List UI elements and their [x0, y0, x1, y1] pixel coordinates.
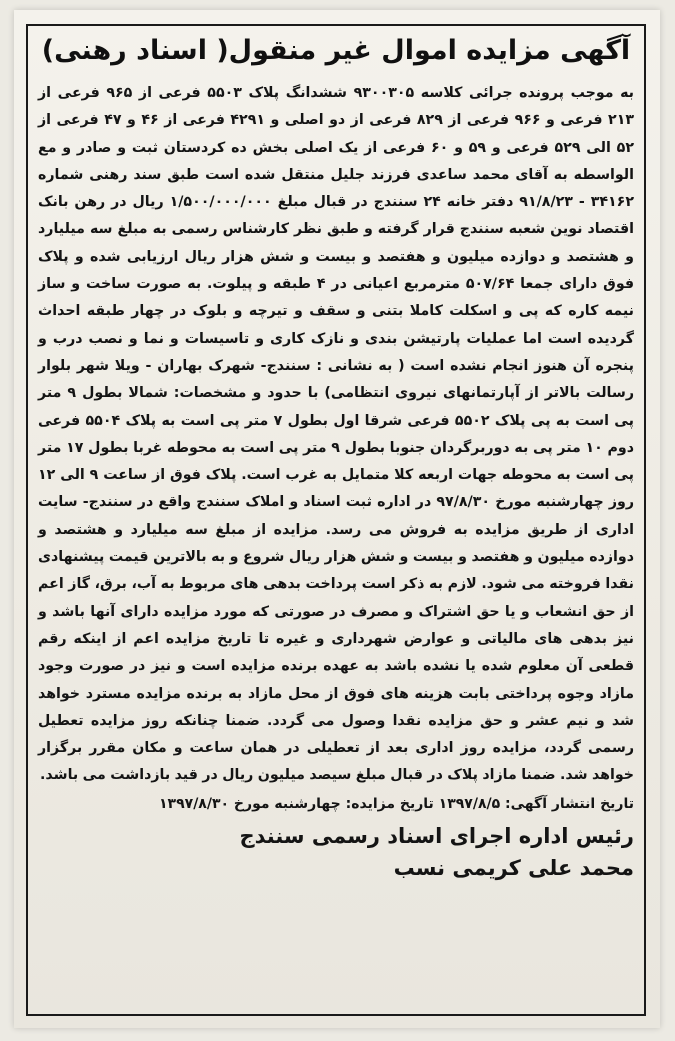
signer-title: رئیس اداره اجرای اسناد رسمی سنندج: [239, 823, 634, 848]
newspaper-clipping: [14, 10, 660, 1028]
notice-frame: [26, 24, 646, 1016]
notice-body: به موجب پرونده جرائی کلاسه ۹۳۰۰۳۰۵ ششدانگ پلاک ۵۵۰۳ فرعی از ۹۶۵ فرعی از ۲۱۳ فرعی و ۹۶۶ فرعی از ۸۲۹ فرعی از دو اصلی و ۴۲۹۱ فرعی از ۴۶ و ۴۷ فرعی از ۵۲ الی ۵۲۹ فرعی و ۵۹ و ۶۰ فرعی از یک اصلی بخش ده کردستان ثبت و صادر و مع الواسطه به آقای محمد ساعدی فرزند جلیل منتقل شده است طبق سند رهنی شماره ۳۴۱۶۲ - ۹۱/۸/۲۳ دفتر خانه ۲۴ سنندج در قبال مبلغ ۱/۵۰۰/۰۰۰/۰۰۰ ریال در رهن بانک اقتصاد نوین شعبه سنندج قرار گرفته و طبق نظر کارشناس رسمی به مبلغ سه میلیارد و هشتصد و دوازده میلیون و هفتصد و بیست و شش هزار ریال ارزیابی شده و پلاک فوق دارای جمعا ۵۰۷/۶۴ مترمربع اعیانی در ۴ طبقه و پیلوت. به صورت ساخت و ساز نیمه کاره که پی و اسکلت کاملا بتنی و سقف و تیرچه و بلوک در چهار طبقه احداث گردیده است اما عملیات پارتیشن بندی و نازک کاری و تاسیسات و نما و نصب درب و پنجره آن هنوز انجام نشده است ( به نشانی : سنندج- شهرک بهاران - ویلا شهر بلوار رسالت بالاتر از آپارتمانهای نیروی انتظامی) با حدود و مشخصات: شمالا بطول ۹ متر پی است به پی پلاک ۵۵۰۲ فرعی شرقا اول بطول ۷ متر پی است به پلاک ۵۵۰۴ فرعی دوم ۱۰ متر پی به دوربرگردان جنوبا بطول ۹ متر پی است به محوطه غربا بطول ۱۷ متر پی است به محوطه جهات اربعه کلا متمایل به غرب است. پلاک فوق از ساعت ۹ الی ۱۲ روز چهارشنبه مورخ ۹۷/۸/۳۰ در اداره ثبت اسناد و املاک سنندج واقع در سنندج- سایت اداری از طریق مزایده به فروش می رسد. مزایده از مبلغ سه میلیارد و هشتصد و دوازده میلیون و هفتصد و بیست و شش هزار ریال شروع و به بالاترین قیمت پیشنهادی نقدا فروخته می شود. لازم به ذکر است پرداخت بدهی های مربوط به آب، برق، گاز اعم از حق انشعاب و یا حق اشتراک و مصرف در صورتی که مورد مزایده دارای آنها باشد و نیز بدهی های مالیاتی و عوارض شهرداری و غیره تا تاریخ مزایده اعم از اینکه رقم قطعی آن معلوم شده یا نشده باشد به عهده برنده مزایده است و نیز در صورت وجود مازاد وجوه پرداختی بابت هزینه های فوق از محل مازاد به برنده مزایده مسترد خواهد شد و نیم عشر و حق مزایده نقدا وصول می گردد. ضمنا چنانکه روز مزایده تعطیل رسمی گردد، مزایده روز اداری بعد از تعطیلی در همان ساعت و مکان مقرر برگزار خواهد شد. ضمنا مازاد پلاک در قبال مبلغ سیصد میلیون ریال در قید بازداشت می باشد.: [38, 85, 635, 784]
signer-name: محمد علی کریمی نسب: [393, 855, 634, 880]
publication-dates: تاریخ انتشار آگهی: ۱۳۹۷/۸/۵ تاریخ مزایده: چهارشنبه مورخ ۱۳۹۷/۸/۳۰: [159, 795, 634, 812]
notice-title: آگهی مزایده اموال غیر منقول( اسناد رهنی): [41, 35, 631, 66]
